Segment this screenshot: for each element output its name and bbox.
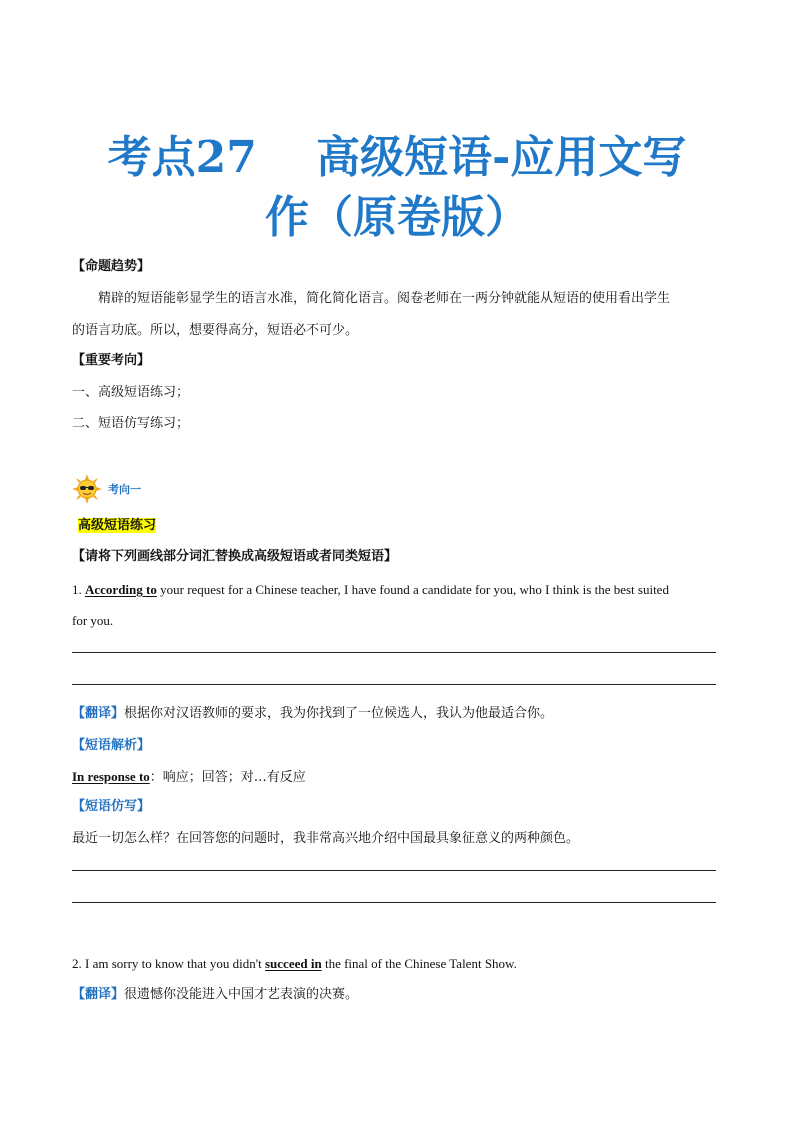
- q1-translation-label: 【翻译】: [72, 706, 125, 721]
- q1-underlined-phrase: According to: [85, 582, 157, 597]
- q1-phrase-analysis: [72, 768, 306, 787]
- q2-translation-label: 【翻译】: [72, 987, 125, 1002]
- q1-analysis-label: 【短语解析】: [72, 738, 151, 753]
- q1-imitate-label: 【短语仿写】: [72, 799, 151, 814]
- focus-heading: 【重要考向】: [72, 353, 151, 368]
- section-highlight-text: 高级短语练习: [78, 518, 157, 533]
- trend-heading: 【命题趋势】: [72, 259, 151, 274]
- q1-phrase: In response to: [72, 769, 150, 784]
- focus-item-2: 二、短语仿写练习；: [72, 416, 190, 431]
- q1-translation-text: 根据你对汉语教师的要求，我为你找到了一位候选人，我认为他最适合你。: [124, 706, 554, 721]
- q2-line1: [72, 955, 517, 973]
- answer-line: [72, 870, 716, 871]
- section-highlight: [78, 517, 156, 535]
- page-title-line2: 作（原卷版）: [265, 192, 529, 243]
- q2-translation-text: 很遗憾你没能进入中国才艺表演的决赛。: [124, 987, 359, 1002]
- q2-after: the final of the Chinese Talent Show.: [321, 956, 517, 971]
- q1-number: 1.: [72, 582, 85, 597]
- section-label: 考向一: [108, 483, 141, 496]
- instruction: 【请将下列画线部分词汇替换成高级短语或者同类短语】: [72, 549, 398, 564]
- q2-underlined-phrase: succeed in: [265, 956, 322, 971]
- q1-line1: [72, 581, 669, 599]
- q1-line2: for you.: [72, 613, 114, 628]
- trend-paragraph-line1: 精辟的短语能彰显学生的语言水准，简化简化语言。阅卷老师在一两分钟就能从短语的使用看出学生: [98, 291, 671, 306]
- q2-before: I am sorry to know that you didn't: [85, 956, 265, 971]
- trend-paragraph-line2: 的语言功底。所以，想要得高分，短语必不可少。: [72, 323, 359, 338]
- q1-imitate-text: 最近一切怎么样？在回答您的问题时，我非常高兴地介绍中国最具象征意义的两种颜色。: [72, 831, 580, 846]
- q1-sentence-rest: your request for a Chinese teacher, I have found a candidate for you, who I think is the best suited: [156, 582, 669, 597]
- q2-translation: [72, 986, 358, 1004]
- answer-line: [72, 684, 716, 685]
- q1-phrase-meaning: ：响应；回答；对…有反应: [149, 770, 306, 785]
- answer-line: [72, 902, 716, 903]
- q2-number: 2.: [72, 956, 85, 971]
- sun-sunglasses-icon: [72, 474, 102, 504]
- page-title-line1: 考点27 高级短语-应用文写: [107, 132, 687, 183]
- q1-translation: [72, 705, 553, 723]
- answer-line: [72, 652, 716, 653]
- focus-item-1: 一、高级短语练习；: [72, 385, 190, 400]
